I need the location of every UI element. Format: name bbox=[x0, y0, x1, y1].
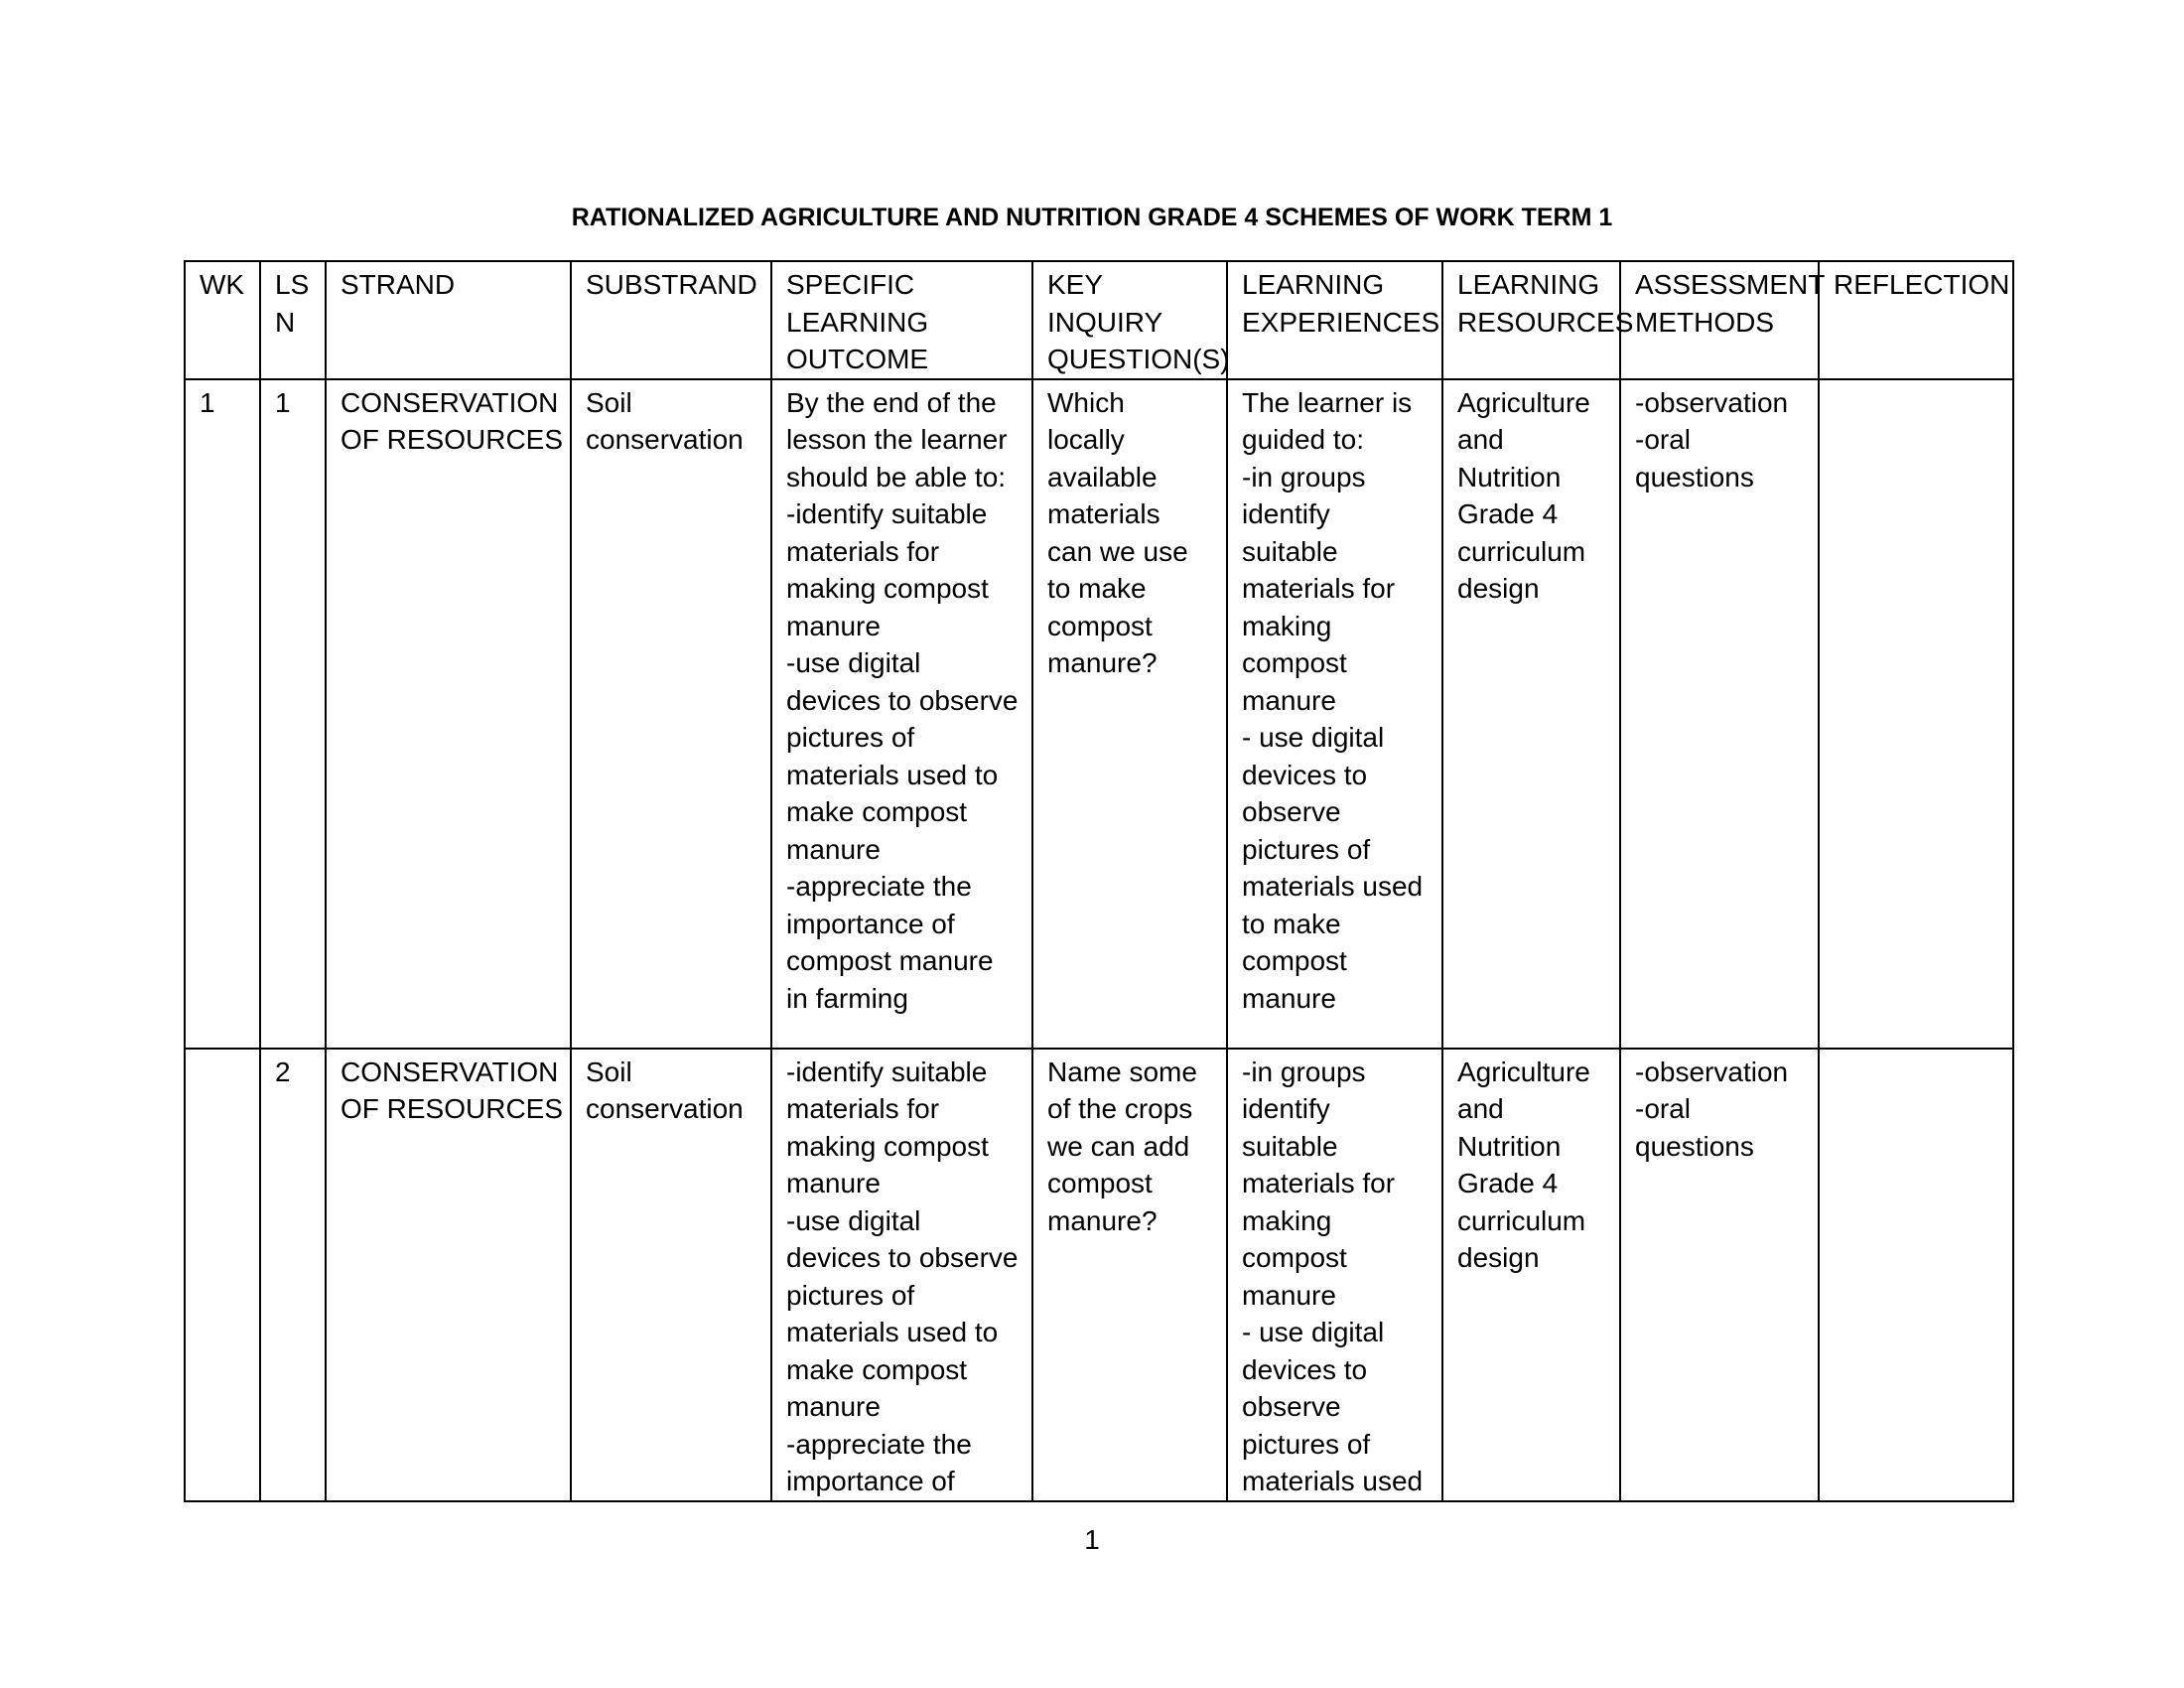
cell-assessment: -observation -oral questions bbox=[1620, 379, 1819, 1049]
cell-substrand: Soil conservation bbox=[571, 379, 771, 1049]
page-number: 1 bbox=[1084, 1524, 1100, 1555]
header-learning-resources: LEARNING RESOURCES bbox=[1442, 261, 1620, 379]
schemes-of-work-table bbox=[184, 260, 2014, 1502]
header-lsn: LS N bbox=[260, 261, 326, 379]
header-key-inquiry-questions: KEY INQUIRY QUESTION(S) bbox=[1032, 261, 1227, 379]
cell-wk: 1 bbox=[185, 379, 260, 1049]
table-row bbox=[185, 1049, 2013, 1501]
table-row bbox=[185, 379, 2013, 1049]
header-learning-experiences: LEARNING EXPERIENCES bbox=[1227, 261, 1442, 379]
cell-experiences: The learner is guided to: -in groups identify suitable materials for making compost manure - use digital devices to observe pictures of materials used to make compost manure bbox=[1227, 379, 1442, 1049]
header-strand: STRAND bbox=[326, 261, 571, 379]
table-header-row bbox=[185, 261, 2013, 379]
cell-lsn: 1 bbox=[260, 379, 326, 1049]
cell-lsn: 2 bbox=[260, 1049, 326, 1501]
cell-resources: Agriculture and Nutrition Grade 4 curriculum design bbox=[1442, 1049, 1620, 1501]
cell-wk bbox=[185, 1049, 260, 1501]
cell-strand: CONSERVATION OF RESOURCES bbox=[326, 379, 571, 1049]
cell-reflection bbox=[1819, 1049, 2013, 1501]
header-reflection: REFLECTION bbox=[1819, 261, 2013, 379]
header-wk: WK bbox=[185, 261, 260, 379]
cell-inquiry: Name some of the crops we can add compost manure? bbox=[1032, 1049, 1227, 1501]
cell-experiences: -in groups identify suitable materials for making compost manure - use digital devices to observe pictures of materials used bbox=[1227, 1049, 1442, 1501]
cell-outcome: -identify suitable materials for making compost manure -use digital devices to observe pictures of materials used to make compost manure -appreciate the importance of bbox=[771, 1049, 1032, 1501]
cell-substrand: Soil conservation bbox=[571, 1049, 771, 1501]
cell-strand: CONSERVATION OF RESOURCES bbox=[326, 1049, 571, 1501]
cell-assessment: -observation -oral questions bbox=[1620, 1049, 1819, 1501]
cell-inquiry: Which locally available materials can we use to make compost manure? bbox=[1032, 379, 1227, 1049]
cell-resources: Agriculture and Nutrition Grade 4 curriculum design bbox=[1442, 379, 1620, 1049]
cell-reflection bbox=[1819, 379, 2013, 1049]
header-specific-learning-outcome: SPECIFIC LEARNING OUTCOME bbox=[771, 261, 1032, 379]
cell-outcome: By the end of the lesson the learner should be able to: -identify suitable materials for making compost manure -use digital devices to observe pictures of materials used to make compost manure -appreciate the importance of compost manure in farming bbox=[771, 379, 1032, 1049]
header-assessment-methods: ASSESSMENT METHODS bbox=[1620, 261, 1819, 379]
header-substrand: SUBSTRAND bbox=[571, 261, 771, 379]
document-title: RATIONALIZED AGRICULTURE AND NUTRITION GRADE 4 SCHEMES OF WORK TERM 1 bbox=[571, 204, 1613, 231]
